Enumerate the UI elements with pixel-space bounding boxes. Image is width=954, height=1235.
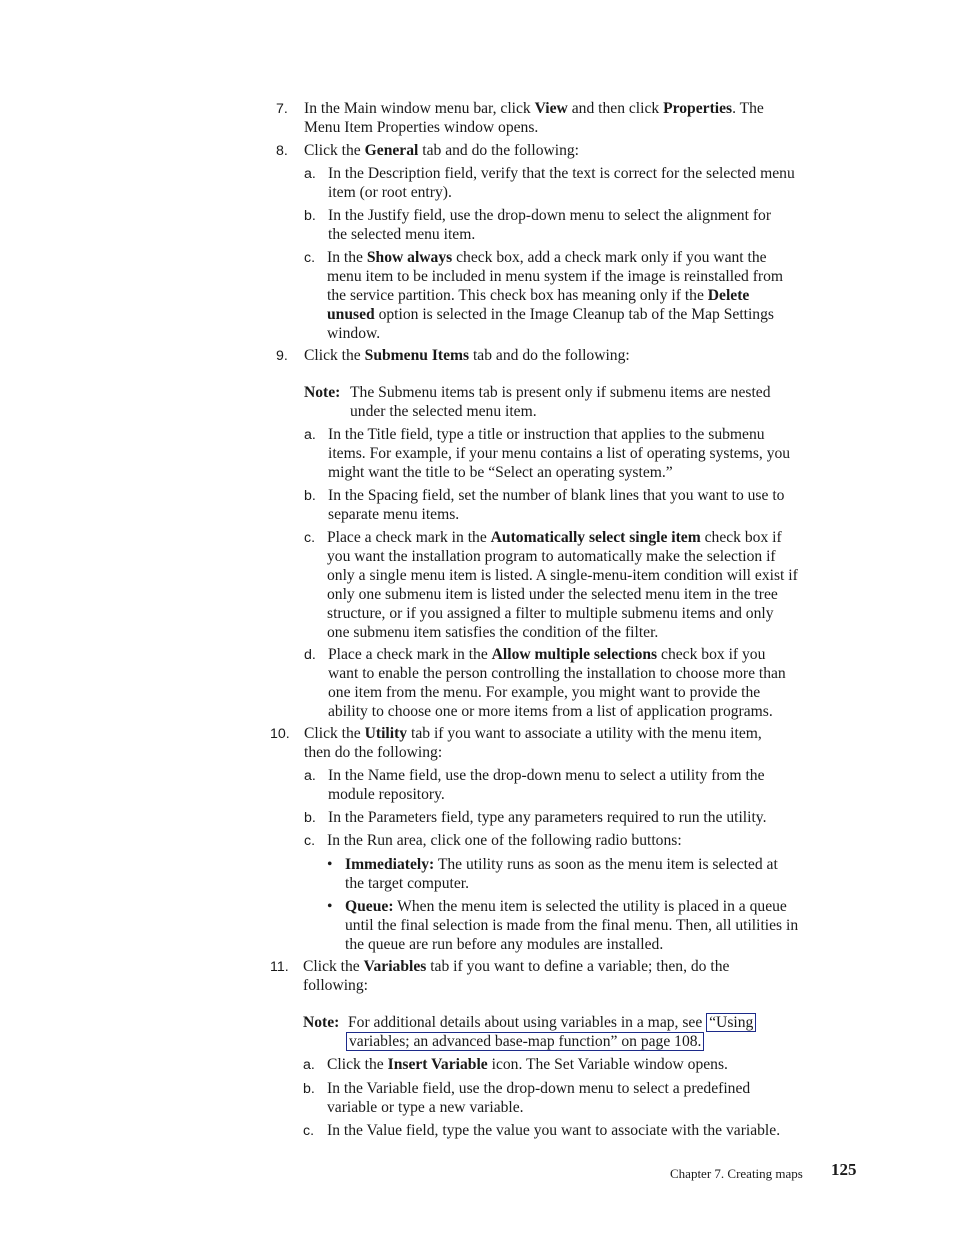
step-7-text: In the Main window menu bar, click View and then click Properties. The Menu Item Properties window opens. — [304, 100, 764, 136]
step-9-text: Click the Submenu Items tab and do the following: — [304, 347, 630, 364]
step-9c-text: Place a check mark in the Automatically select single item check box if you want the installation program to automatically make the selection if only a single menu item is listed. A single-menu-item condition will exist if only one submenu item is listed under the selected menu item in the tree structure, or if you assigned a filter to multiple submenu items and only one submenu item satisfies the condition of the filter. — [327, 529, 798, 641]
step-10c-text: In the Run area, click one of the following radio buttons: — [327, 832, 682, 849]
step-8b-text: In the Justify field, use the drop-down menu to select the alignment for the selected menu item. — [328, 207, 772, 243]
bullet-queue-text: Queue: When the menu item is selected the utility is placed in a queue until the final selection is made from the final menu. Then, all utilities in the queue are run before any modules are installed. — [345, 898, 799, 953]
step-9d-text: Place a check mark in the Allow multiple selections check box if you want to enable the person controlling the installation to choose more than one item from the menu. For example, you might want to provide the ability to choose one or more items from a list of application programs. — [328, 646, 786, 720]
step-11b-text: In the Variable field, use the drop-down menu to select a predefined variable or type a new variable. — [327, 1080, 751, 1116]
document-page: 7. In the Main window menu bar, click View and then click Properties. The Menu Item Properties window opens. 8. Click the General tab and do the following: a. In the Description field, verify that the text is correct for the selected menu item (or root entry). b. In the Justify field, use the drop-down menu to select the alignment for the selected menu item. c. In the Show always check box, add a check mark only if you want the menu item to be included in menu system if the image is reinstalled from the service partition. This check box has meaning only if the Delete unused option is selected in the Image Cleanup tab of the Map Settings window. 9. Click the Submenu Items tab and do the following: Note: The Submenu items tab is present only if submenu items are nested under the selected menu item. a. In the Title field, type a title or instruction that applies to the submenu items. For example, if your menu contains a list of operating systems, you might want the title to be “Select an operating system.” b. In the Spacing field, set the number of blank lines that you want to use to separate menu items. c. Place a check mark in the Automatically select single item check box if you want the installation program to automatically make the selection if only a single menu item is listed. A single-menu-item condition will exist if only one submenu item is listed under the selected menu item in the tree structure, or if you assigned a filter to multiple submenu items and only one submenu item satisfies the condition of the filter. d. Place a check mark in the Allow multiple selections check box if you want to enable the person controlling the installation to choose more than one item from the menu. For example, you might want to provide the ability to choose one or more items from a list of application programs. 10. Click the Utility tab if you want to associate a utility with the menu item, then do the following: a. In the Name field, use the drop-down menu to select a utility from the module repository. b. In the Parameters field, type any parameters required to run the utility. c. In the Run area, click one of the following radio buttons: • Immediately: The utility runs as soon as the menu item is selected at the target computer. • Queue: When the menu item is selected the utility is placed in a queue until the final selection is made from the final menu. Then, all utilities in the queue are run before any modules are installed. 11. Click the Variables tab if you want to define a variable; then, do the following: Note: For additional details about using variables in a map, see “Using variables; an advanced base-map function” on page 108. a. Click the Insert Variable icon. The Set Variable window opens. b. In the Variable field, use the drop-down menu to select a predefined variable or type a new variable. c. In the Value field, type the value you want to associate with the variable. Chapter 7. Creating maps 125 — [0, 0, 954, 1235]
step-9b-text: In the Spacing field, set the number of blank lines that you want to use to separate menu items. — [328, 487, 785, 523]
footer-chapter-title: Chapter 7. Creating maps — [670, 1166, 803, 1181]
step-11c-text: In the Value field, type the value you want to associate with the variable. — [327, 1122, 781, 1139]
bullet-immediately-text: Immediately: The utility runs as soon as the menu item is selected at the target computer. — [345, 856, 778, 892]
step-number: 9. — [276, 348, 288, 364]
step-9-note: Note: The Submenu items tab is present only if submenu items are nested under the selected menu item. — [304, 384, 771, 420]
step-number: 10. — [270, 726, 290, 742]
page-number: 125 — [831, 1160, 857, 1179]
step-number: 11. — [270, 959, 289, 975]
step-8c-text: In the Show always check box, add a check mark only if you want the menu item to be included in menu system if the image is reinstalled from the service partition. This check box has meaning only if the Delete unused option is selected in the Image Cleanup tab of the Map Settings window. — [327, 249, 784, 342]
step-8-text: Click the General tab and do the following: — [304, 142, 580, 159]
step-11a-text: Click the Insert Variable icon. The Set Variable window opens. — [327, 1056, 728, 1073]
step-10a-text: In the Name field, use the drop-down menu to select a utility from the module repository. — [328, 767, 765, 803]
bullet-icon: • — [327, 898, 333, 915]
step-8a-text: In the Description field, verify that the text is correct for the selected menu item (or root entry). — [328, 165, 795, 201]
step-9a-text: In the Title field, type a title or instruction that applies to the submenu items. For example, if your menu contains a list of operating systems, you might want the title to be “Select an operating system.” — [328, 426, 791, 481]
step-10b-text: In the Parameters field, type any parameters required to run the utility. — [328, 809, 767, 826]
step-number: 7. — [276, 101, 288, 117]
cross-reference-link[interactable]: variables; an advanced base-map function” on page 108. — [346, 1032, 704, 1051]
step-number: 8. — [276, 143, 288, 159]
step-11-note: Note: For additional details about using variables in a map, see “Using variables; an advanced base-map function” on page 108. — [303, 1013, 863, 1032]
bullet-icon: • — [327, 856, 333, 873]
note-label: Note: — [304, 384, 341, 401]
note-label: Note: — [303, 1014, 340, 1031]
step-10-text: Click the Utility tab if you want to associate a utility with the menu item, then do the following: — [304, 725, 762, 761]
cross-reference-link[interactable]: “Using — [706, 1013, 756, 1032]
step-11-text: Click the Variables tab if you want to define a variable; then, do the following: — [303, 958, 730, 994]
